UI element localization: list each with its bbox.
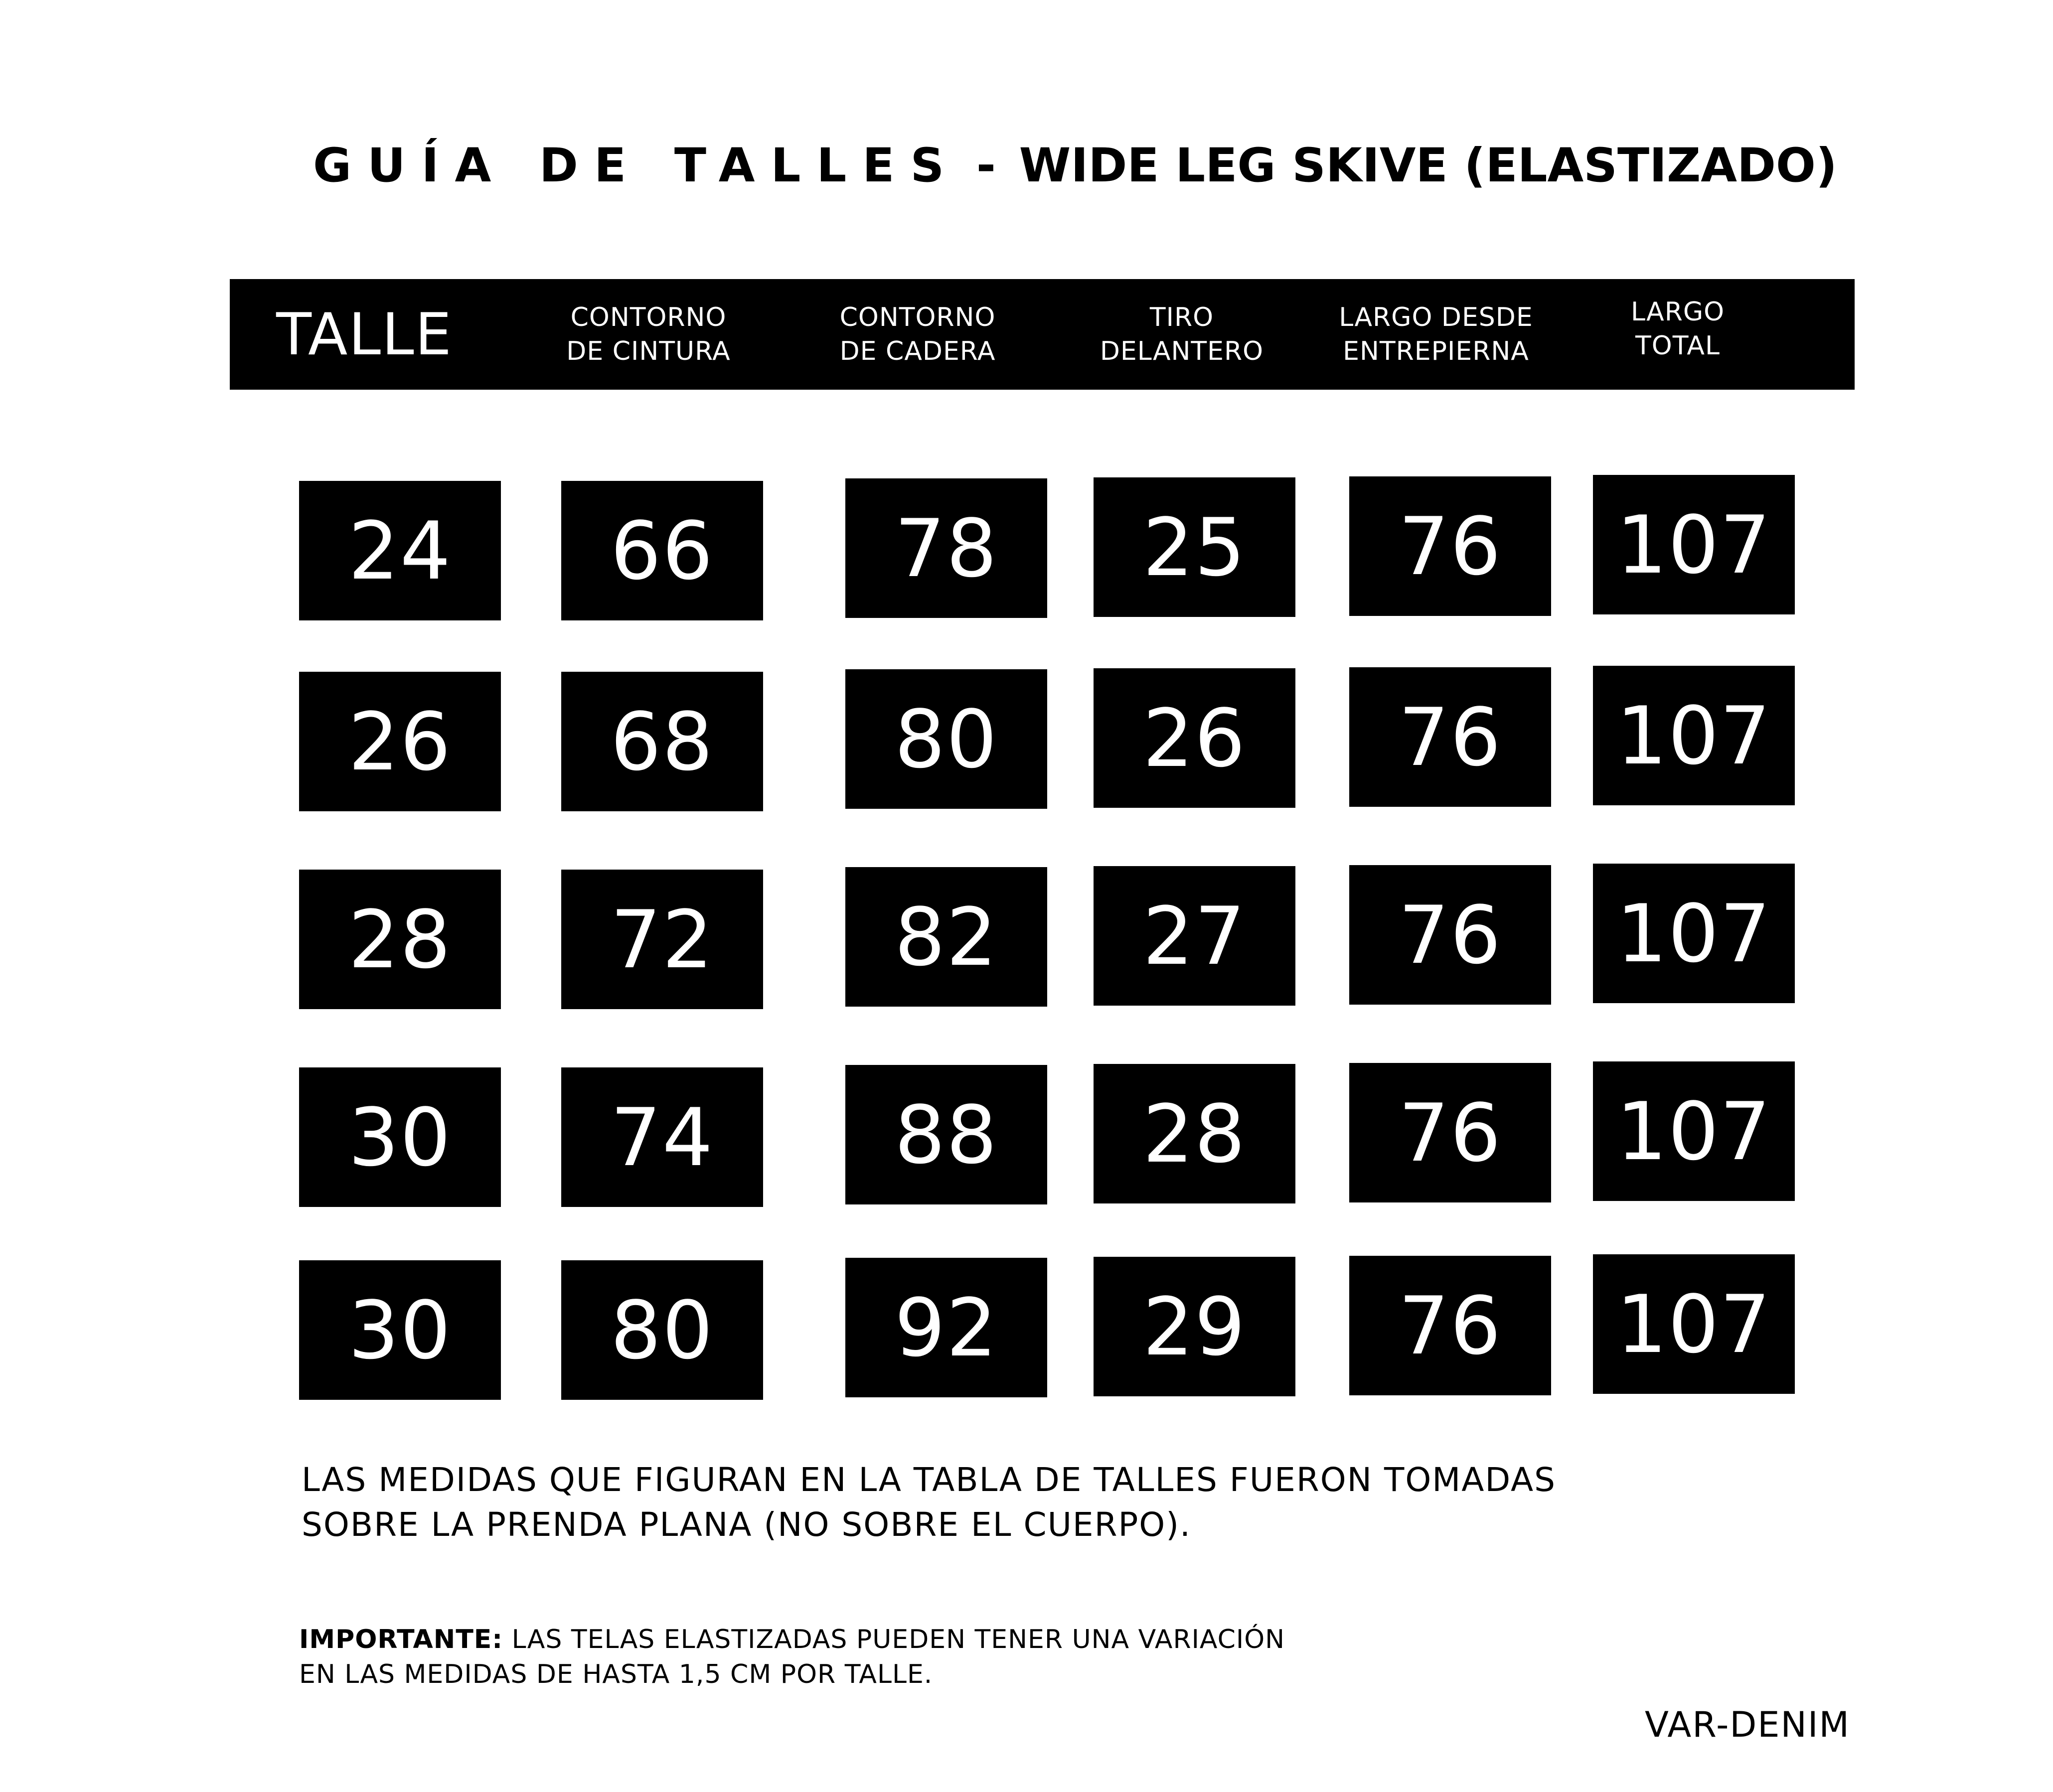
important-text-1: LAS TELAS ELASTIZADAS PUEDEN TENER UNA VARIACIÓN (503, 1625, 1285, 1654)
cell-largo-entrepierna: 76 (1349, 1256, 1551, 1395)
cell-largo-total: 107 (1593, 475, 1795, 614)
cell-talle: 30 (299, 1260, 501, 1400)
cell-talle: 24 (299, 481, 501, 620)
cell-cintura: 74 (561, 1067, 763, 1207)
table-header (230, 279, 1855, 390)
important-label: IMPORTANTE: (299, 1625, 503, 1654)
header-talle: TALLE (276, 300, 453, 368)
cell-largo-entrepierna: 76 (1349, 476, 1551, 616)
cell-cintura: 72 (561, 870, 763, 1009)
cell-cadera: 78 (845, 478, 1047, 618)
cell-largo-total: 107 (1593, 864, 1795, 1003)
important-line-1 (299, 1622, 1285, 1657)
brand-name: VAR-DENIM (1645, 1704, 1850, 1745)
header-tiro: TIRO DELANTERO (1100, 302, 1264, 366)
cell-cadera: 88 (845, 1065, 1047, 1204)
header-cadera: CONTORNO DE CADERA (839, 302, 996, 366)
cell-cadera: 92 (845, 1258, 1047, 1397)
cell-talle: 26 (299, 672, 501, 811)
cell-tiro: 28 (1094, 1064, 1295, 1203)
cell-largo-entrepierna: 76 (1349, 667, 1551, 807)
cell-cintura: 66 (561, 481, 763, 620)
cell-cintura: 68 (561, 672, 763, 811)
cell-largo-total: 107 (1593, 666, 1795, 805)
header-largo-entrepierna: LARGO DESDE ENTREPIERNA (1339, 302, 1533, 366)
title-separator: - (976, 139, 996, 193)
title-product: WIDE LEG SKIVE (ELASTIZADO) (1019, 139, 1837, 193)
cell-largo-entrepierna: 76 (1349, 865, 1551, 1005)
measurement-note: LAS MEDIDAS QUE FIGURAN EN LA TABLA DE TALLES FUERON TOMADAS SOBRE LA PRENDA PLANA (NO SOBRE EL CUERPO). (302, 1461, 1557, 1544)
page-title (313, 134, 1837, 198)
important-text-2: EN LAS MEDIDAS DE HASTA 1,5 CM POR TALLE. (299, 1659, 933, 1689)
cell-tiro: 25 (1094, 477, 1295, 617)
important-note (299, 1622, 1285, 1692)
title-guide: GUÍA DE TALLES (313, 139, 960, 193)
header-largo-total: LARGO TOTAL (1630, 297, 1725, 361)
cell-talle: 30 (299, 1067, 501, 1207)
cell-largo-entrepierna: 76 (1349, 1063, 1551, 1202)
cell-largo-total: 107 (1593, 1061, 1795, 1201)
cell-tiro: 27 (1094, 866, 1295, 1006)
cell-tiro: 26 (1094, 668, 1295, 808)
cell-talle: 28 (299, 870, 501, 1009)
header-cintura: CONTORNO DE CINTURA (566, 302, 731, 366)
cell-cadera: 80 (845, 669, 1047, 809)
cell-largo-total: 107 (1593, 1254, 1795, 1394)
cell-tiro: 29 (1094, 1257, 1295, 1396)
cell-cintura: 80 (561, 1260, 763, 1400)
cell-cadera: 82 (845, 867, 1047, 1007)
